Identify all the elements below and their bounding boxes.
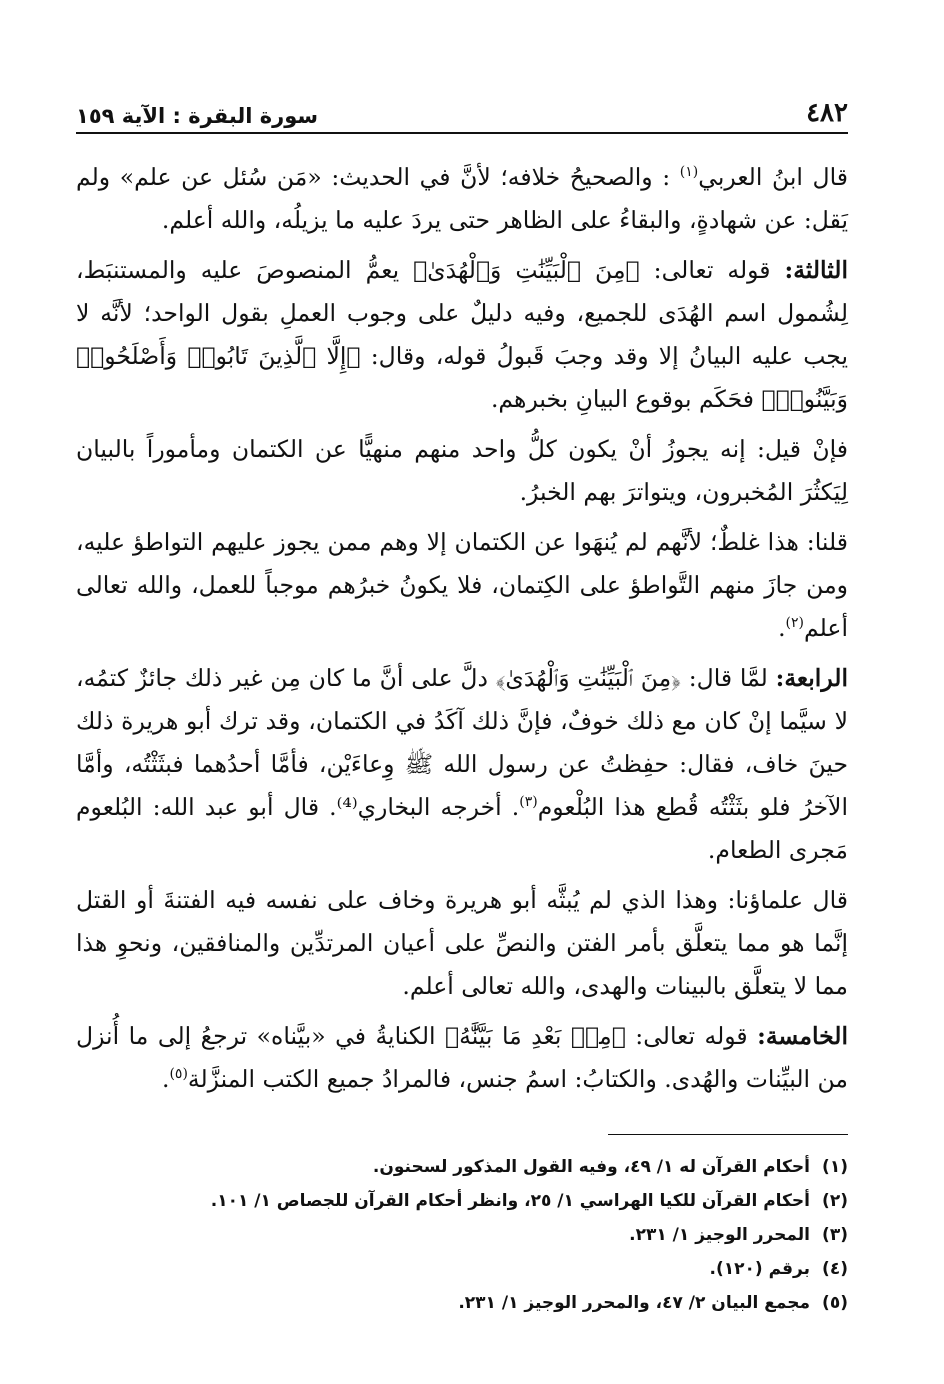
paragraph-text: قال علماؤنا: وهذا الذي لم يُبثَّه أبو هريرة وخاف على نفسه فيه الفتنةَ أو القتل إنَّما هو مما يتعلَّق بأمر الفتن والنصِّ على أعيان المرتدِّين والمنافقين، ونحوِ هذا مما لا يتعلَّق بالبينات والهدى، والله تعالى أعلم. xyxy=(76,886,848,1000)
footnote-text: مجمع البيان ٢/ ٤٧، والمحرر الوجيز ١/ ٢٣١. xyxy=(458,1293,810,1313)
paragraph xyxy=(76,1015,848,1101)
footnote-text: أحكام القرآن له ١/ ٤٩، وفيه القول المذكور لسحنون. xyxy=(372,1157,810,1177)
paragraph-text-cont: . أخرجه البخاري⁽⁴⁾. قال أبو عبد الله: البُلعوم مَجرى الطعام. xyxy=(76,793,848,864)
section-lead: الخامسة: xyxy=(757,1022,848,1050)
paragraph-text: قوله تعالى: ﴿مِنَ ٱلْبَيِّنَٰتِ وَٱلْهُدَىٰ﴾ يعمُّ المنصوصَ عليه والمستنبَط، لِشُمول اسم الهُدَى للجميع، وفيه دليلٌ على وجوب العملِ بقول الواحد؛ لأنَّه لا يجب عليه البيانُ إلا وقد وجبَ قَبولُ قوله، وقال: ﴿إِلَّا ٱلَّذِينَ تَابُوا۟ وَأَصْلَحُوا۟ وَبَيَّنُوا۟﴾ فحَكَم بوقوع البيانِ بخبرهم. xyxy=(76,256,848,413)
footnote-text: أحكام القرآن للكيا الهراسي ١/ ٢٥، وانظر أحكام القرآن للجصاص ١/ ١٠١. xyxy=(210,1191,810,1211)
paragraph xyxy=(76,521,848,650)
footnote xyxy=(76,1150,848,1184)
footnotes xyxy=(76,1150,848,1320)
footnote-number: (٥) xyxy=(822,1293,848,1313)
section-lead: الثالثة: xyxy=(784,256,848,284)
paragraph-text-cont: : والصحيحُ خلافه؛ لأنَّ في الحديث: «مَن سُئل عن علم» ولم يَقل: عن شهادةٍ، والبقاءُ على الظاهر حتى يردَ عليه ما يزيلُه، والله أعلم. xyxy=(76,163,848,234)
footnote xyxy=(76,1252,848,1286)
footnote-ref: (٢) xyxy=(785,615,805,632)
page-number: ٤٨٢ xyxy=(806,98,848,128)
paragraph xyxy=(76,657,848,872)
paragraph-text: قال ابنُ العربي xyxy=(698,163,848,191)
footnote-text: برقم (١٢٠). xyxy=(709,1259,810,1279)
running-title: سورة البقرة : الآية ١٥٩ xyxy=(76,104,319,128)
footnote-number: (٣) xyxy=(822,1225,848,1245)
paragraph-text: قوله تعالى: ﴿مِنۢ بَعْدِ مَا بَيَّنَّٰهُ﴾ الكنايةُ في «بيَّناه» ترجعُ إلى ما أُنزل من البيِّنات والهُدى. والكتابُ: اسمُ جنس، فالمرادُ جميع الكتب المنزَّلة xyxy=(76,1022,848,1093)
paragraph-text-cont: . xyxy=(161,1065,170,1093)
paragraph xyxy=(76,156,848,242)
paragraph-text: قلنا: هذا غلطٌ؛ لأنَّهم لم يُنهَوا عن الكتمان إلا وهم ممن يجوز عليهم التواطؤ عليه، ومن جازَ منهم التَّواطؤ على الكِتمان، فلا يكونُ خبرُهم موجباً للعمل، والله تعالى أعلم xyxy=(76,528,848,642)
footnote-ref: (٣) xyxy=(519,794,538,811)
footnote-number: (٢) xyxy=(822,1191,848,1211)
paragraph xyxy=(76,879,848,1008)
main-text xyxy=(76,156,848,1108)
paragraph xyxy=(76,249,848,421)
footnote xyxy=(76,1286,848,1320)
footnote-ref: (٥) xyxy=(169,1066,188,1083)
paragraph-text: لمَّا قال: ﴿مِنَ ٱلْبَيِّنَٰتِ وَٱلْهُدَىٰ﴾ دلَّ على أنَّ ما كان مِن غير ذلك جائزٌ كتمُه، لا سيَّما إنْ كان مع ذلك خوفٌ، فإنَّ ذلك آكَدُ في الكتمان، وقد ترك أبو هريرة ذلك حينَ خاف، فقال: حفِظتُ عن رسول الله ﷺ وِعاءَيْن، فأمَّا أحدُهما فبثَثْتُه، وأمَّا الآخرُ فلو بثَثْتُه قُطع هذا البُلْعوم xyxy=(76,664,848,821)
paragraph-text-cont: . xyxy=(778,614,786,642)
footnote-ref: (١) xyxy=(679,164,699,181)
footnote-number: (١) xyxy=(822,1157,848,1177)
section-lead: الرابعة: xyxy=(775,664,848,692)
footnote-separator xyxy=(608,1134,848,1135)
paragraph-text: فإنْ قيل: إنه يجوزُ أنْ يكون كلُّ واحد منهم منهيًّا عن الكتمان ومأموراً بالبيان لِيَكثُرَ المُخبرون، ويتواترَ بهم الخبرُ. xyxy=(76,435,848,506)
footnote xyxy=(76,1218,848,1252)
footnote-text: المحرر الوجيز ١/ ٢٣١. xyxy=(629,1225,810,1245)
paragraph xyxy=(76,428,848,514)
page-header xyxy=(76,84,848,134)
footnote xyxy=(76,1184,848,1218)
footnote-number: (٤) xyxy=(822,1259,848,1279)
